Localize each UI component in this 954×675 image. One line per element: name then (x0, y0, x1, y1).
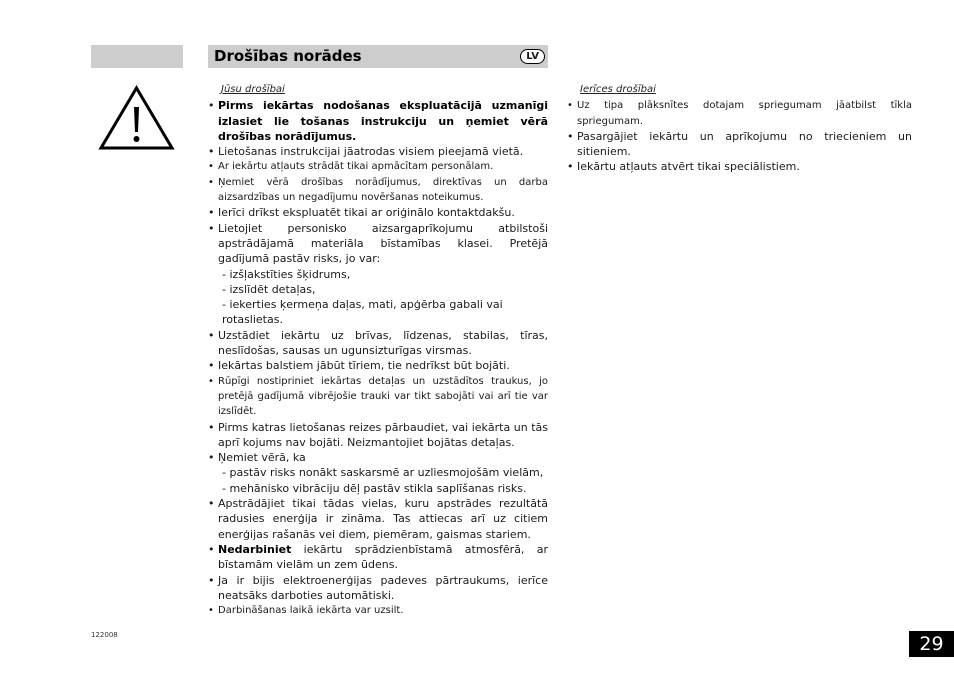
sublist-item: - mehānisko vibrāciju dēļ pastāv stikla saplīšanas risks. (222, 481, 527, 495)
bullet: • (208, 375, 214, 387)
bullet: • (208, 420, 215, 434)
page-title: Drošības norādes (214, 47, 362, 65)
item-text: Ar iekārtu atļauts strādāt tikai apmācītam personālam. (218, 161, 494, 173)
list-item (208, 603, 548, 618)
list-item (567, 129, 912, 160)
warning-triangle-icon (98, 85, 175, 151)
bullet: • (208, 542, 215, 556)
list-item (208, 175, 548, 206)
item-text: Pasargājiet iekārtu un aprīkojumu no triecieniem un sitieniem. (577, 129, 912, 159)
note-sublist (208, 465, 548, 496)
item-text: Ierīci drīkst ekspluatēt tikai ar oriģinālo kontaktdakšu. (218, 206, 515, 220)
section-header (208, 45, 548, 68)
bullet: • (208, 328, 215, 342)
item-text: Lietošanas instrukcijai jāatrodas visiem pieejamā vietā. (218, 145, 524, 159)
list-item (208, 205, 548, 220)
bullet: • (567, 100, 573, 112)
sublist-item: - izslīdēt detaļas, (222, 282, 316, 296)
item-text: iekārtu sprādzienbīstamā atmosfērā, ar bīstamām vielām un zem ūdens. (218, 542, 548, 572)
item-text: Darbināšanas laikā iekārta var uzsilt. (218, 605, 404, 617)
user-safety-column (208, 82, 548, 618)
list-item (208, 159, 548, 174)
item-text: Pirms katras lietošanas reizes pārbaudiet, vai iekārta un tās aprī kojums nav bojāti. Neizmantojiet bojātas detaļas. (218, 420, 548, 449)
bullet: • (567, 160, 574, 174)
sublist-item: - izšļakstīties šķidrums, (222, 267, 351, 281)
language-badge: LV (520, 49, 545, 64)
sublist-item: - pastāv risks nonākt saskarsmē ar uzliesmojošām vielām, (222, 466, 544, 480)
list-item (208, 420, 548, 451)
bullet: • (208, 161, 214, 173)
list-item (567, 159, 912, 174)
list-item (208, 221, 548, 267)
bullet: • (208, 206, 215, 220)
bullet: • (208, 221, 215, 235)
page-number: 29 (909, 631, 954, 657)
list-item (208, 573, 548, 604)
bullet: • (208, 359, 215, 373)
item-text: Rūpīgi nostipriniet iekārtas detaļas un uzstādītos traukus, jo pretējā gadījumā vibrējošie trauki var tikt sabojāti vai arī tie var izslīdēt. (218, 375, 548, 418)
item-text: Ņemiet vērā, ka (218, 451, 306, 465)
bold-text: Pirms iekārtas nodošanas ekspluatācijā uzmanīgi izlasiet lie tošanas instrukciju un ņemiet vērā drošības norādījumus. (218, 99, 548, 143)
bullet: • (567, 129, 574, 143)
sublist-item: - iekerties ķermeņa daļas, mati, apģērba gabali vai rotaslietas. (222, 298, 503, 327)
item-text: Ņemiet vērā drošības norādījumus, direktīvas un darba aizsardzības un negadījumu novēršanas noteikumus. (218, 176, 548, 204)
list-item (567, 98, 912, 129)
list-item (208, 328, 548, 359)
list-item (208, 374, 548, 420)
bullet: • (208, 605, 214, 617)
section-tab (91, 45, 183, 68)
bullet: • (208, 497, 215, 511)
device-safety-heading: Ierīces drošībai (580, 84, 656, 95)
bullet: • (208, 573, 215, 587)
item-text: Lietojiet personisko aizsargaprīkojumu atbilstoši apstrādājamā materiāla bīstamības klasei. Pretējā gadījumā pastāv risks, jo var: (218, 221, 548, 266)
bullet: • (208, 176, 214, 188)
user-safety-heading: Jūsu drošībai (221, 84, 285, 95)
bullet: • (208, 145, 215, 159)
item-text: Iekārtas balstiem jābūt tīriem, tie nedrīkst būt bojāti. (218, 359, 510, 373)
item-text: Apstrādājiet tikai tādas vielas, kuru apstrādes rezultātā radusies enerģija ir zināma. Tas attiecas arī uz citiem enerģijas rašanās vei diem, piemēram, gaismas stariem. (218, 497, 548, 541)
list-item (208, 98, 548, 144)
device-safety-column (567, 82, 912, 175)
list-item (208, 542, 548, 573)
bullet: • (208, 99, 215, 113)
bold-text: Nedarbiniet (218, 542, 292, 556)
list-item (208, 144, 548, 159)
item-text: Iekārtu atļauts atvērt tikai speciālistiem. (577, 160, 800, 174)
bullet: • (208, 451, 215, 465)
list-item (208, 496, 548, 542)
document-code: 122008 (91, 631, 118, 639)
list-item (208, 358, 548, 373)
item-text: Uzstādiet iekārtu uz brīvas, līdzenas, stabilas, tīras, neslīdošas, sausas un ugunsizturīgas virsmas. (218, 328, 548, 358)
item-text: Ja ir bijis elektroenerģijas padeves pārtraukums, ierīce neatsāks darboties automātiski. (218, 573, 548, 602)
item-text: Uz tipa plāksnītes dotajam spriegumam jāatbilst tīkla spriegumam. (577, 100, 912, 127)
list-item (208, 450, 548, 465)
risk-sublist (208, 267, 548, 328)
